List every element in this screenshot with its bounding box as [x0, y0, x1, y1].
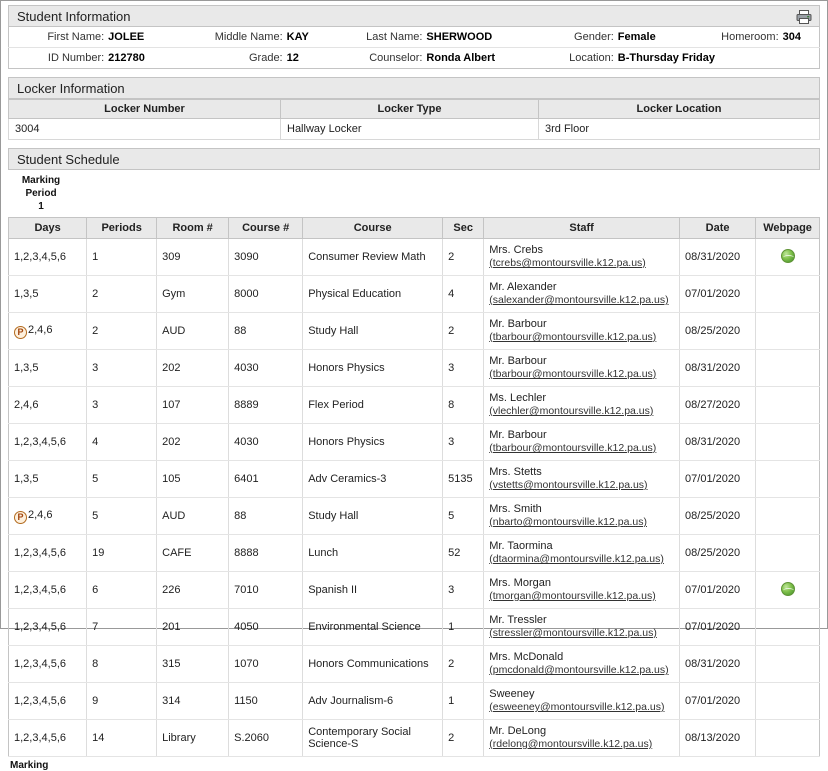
table-row [9, 350, 820, 387]
cell-date: 07/01/2020 [680, 572, 756, 609]
cell-sec: 4 [443, 276, 484, 313]
cell-course-name: Contemporary Social Science-S [303, 720, 443, 757]
cell-course-name: Lunch [303, 535, 443, 572]
cell-period: 4 [87, 424, 157, 461]
cell-staff [484, 720, 680, 757]
cell-course-number: 3090 [229, 239, 303, 276]
staff-name: Mrs. Crebs [489, 244, 544, 256]
days-value: 1,2,3,4,5,6 [14, 547, 66, 559]
cell-room: AUD [157, 313, 229, 350]
locker-type-value: Hallway Locker [281, 119, 539, 140]
staff-email-link[interactable]: (esweeney@montoursville.k12.pa.us) [489, 701, 665, 713]
section-title-student-schedule: Student Schedule [17, 151, 120, 167]
marking-period-label [8, 170, 74, 217]
locker-number-header: Locker Number [9, 100, 281, 119]
days-value: 1,2,3,4,5,6 [14, 658, 66, 670]
staff-email-link[interactable]: (pmcdonald@montoursville.k12.pa.us) [489, 664, 669, 676]
marking-period-line-3: 1 [38, 201, 44, 212]
cell-date: 07/01/2020 [680, 609, 756, 646]
staff-name: Mr. Barbour [489, 355, 547, 367]
staff-email-link[interactable]: (tcrebs@montoursville.k12.pa.us) [489, 257, 646, 269]
header-staff: Staff [484, 218, 680, 239]
cell-staff [484, 350, 680, 387]
header-webpage: Webpage [756, 218, 820, 239]
staff-name: Ms. Lechler [489, 392, 547, 404]
cell-period: 3 [87, 350, 157, 387]
cell-days [9, 350, 87, 387]
cell-sec: 2 [443, 239, 484, 276]
cell-webpage [756, 461, 820, 498]
cell-days [9, 387, 87, 424]
cell-period: 8 [87, 646, 157, 683]
cell-course-number: 1070 [229, 646, 303, 683]
cell-course-name: Study Hall [303, 498, 443, 535]
cell-days [9, 461, 87, 498]
cell-course-number: 88 [229, 498, 303, 535]
cell-sec: 2 [443, 720, 484, 757]
cell-room: Library [157, 720, 229, 757]
cell-sec: 1 [443, 609, 484, 646]
cell-staff [484, 498, 680, 535]
schedule-table-header-row [9, 218, 820, 239]
marking-period-line-2: Period [25, 188, 57, 199]
cell-sec: 52 [443, 535, 484, 572]
locker-type-header: Locker Type [281, 100, 539, 119]
staff-name: Mr. Alexander [489, 281, 557, 293]
cell-course-name: Spanish II [303, 572, 443, 609]
cell-days [9, 646, 87, 683]
table-row [9, 683, 820, 720]
cell-room: 226 [157, 572, 229, 609]
cell-webpage [756, 535, 820, 572]
staff-email-link[interactable]: (vstetts@montoursville.k12.pa.us) [489, 479, 648, 491]
locker-location-value: 3rd Floor [539, 119, 820, 140]
cell-date: 08/31/2020 [680, 424, 756, 461]
days-value: 2,4,6 [14, 399, 39, 411]
table-row [9, 572, 820, 609]
cell-staff [484, 683, 680, 720]
table-row [9, 119, 820, 140]
cell-course-number: 7010 [229, 572, 303, 609]
location-label: Location: [537, 48, 618, 69]
days-value: 2,4,6 [28, 323, 53, 336]
cell-period: 1 [87, 239, 157, 276]
cell-webpage [756, 720, 820, 757]
cell-date: 08/27/2020 [680, 387, 756, 424]
cell-days [9, 609, 87, 646]
first-name-value: JOLEE [108, 31, 145, 43]
cell-room: CAFE [157, 535, 229, 572]
locker-location-header: Locker Location [539, 100, 820, 119]
days-value: 1,3,5 [14, 288, 39, 300]
locker-table [8, 99, 820, 140]
header-course: Course [303, 218, 443, 239]
table-row [9, 313, 820, 350]
cell-webpage [756, 350, 820, 387]
cell-course-name: Honors Communications [303, 646, 443, 683]
days-value: 1,3,5 [14, 473, 39, 485]
staff-name: Sweeney [489, 688, 535, 700]
staff-email-link[interactable]: (nbarto@montoursville.k12.pa.us) [489, 516, 647, 528]
footer-truncated-label: Marking [10, 760, 49, 771]
cell-webpage [756, 609, 820, 646]
days-value: 1,2,3,4,5,6 [14, 695, 66, 707]
marking-period-line-1: Marking [21, 175, 61, 186]
section-title-locker-information: Locker Information [17, 80, 125, 96]
cell-sec: 5135 [443, 461, 484, 498]
cell-days [9, 572, 87, 609]
header-sec: Sec [443, 218, 484, 239]
cell-period: 2 [87, 276, 157, 313]
cell-room: 309 [157, 239, 229, 276]
locker-information-block [8, 77, 820, 140]
content-wrapper [8, 5, 820, 771]
staff-email-link[interactable]: (vlechler@montoursville.k12.pa.us) [489, 405, 654, 417]
cell-webpage [756, 683, 820, 720]
grade-value: 12 [287, 48, 329, 69]
staff-email-link[interactable]: (tbarbour@montoursville.k12.pa.us) [489, 442, 657, 454]
cell-webpage [756, 646, 820, 683]
grade-label: Grade: [171, 48, 286, 69]
cell-staff [484, 572, 680, 609]
first-name-label: First Name: [47, 31, 105, 43]
cell-sec: 8 [443, 387, 484, 424]
cell-webpage [756, 572, 820, 609]
header-periods: Periods [87, 218, 157, 239]
cell-course-number: 8889 [229, 387, 303, 424]
cell-date: 08/25/2020 [680, 313, 756, 350]
cell-sec: 2 [443, 313, 484, 350]
cell-staff [484, 276, 680, 313]
table-row [9, 609, 820, 646]
cell-date: 07/01/2020 [680, 683, 756, 720]
cell-sec: 3 [443, 424, 484, 461]
cell-webpage [756, 276, 820, 313]
cell-period: 5 [87, 461, 157, 498]
cell-period: 6 [87, 572, 157, 609]
cell-webpage [756, 313, 820, 350]
cell-room: AUD [157, 498, 229, 535]
cell-course-name: Environmental Science [303, 609, 443, 646]
middle-name-label: Middle Name: [214, 31, 283, 43]
header-date: Date [680, 218, 756, 239]
globe-icon[interactable] [781, 582, 795, 596]
id-number-value: 212780 [108, 48, 171, 69]
staff-email-link[interactable]: (salexander@montoursville.k12.pa.us) [489, 294, 669, 306]
cell-staff [484, 239, 680, 276]
cell-period: 19 [87, 535, 157, 572]
cell-room: Gym [157, 276, 229, 313]
student-info-row-1 [9, 27, 820, 48]
cell-staff [484, 387, 680, 424]
cell-room: 105 [157, 461, 229, 498]
cell-webpage [756, 424, 820, 461]
staff-email-link[interactable]: (stressler@montoursville.k12.pa.us) [489, 627, 657, 639]
cell-sec: 5 [443, 498, 484, 535]
cell-date: 08/31/2020 [680, 646, 756, 683]
cell-period: 14 [87, 720, 157, 757]
cell-course-number: 88 [229, 313, 303, 350]
cell-period: 3 [87, 387, 157, 424]
staff-name: Mr. Barbour [489, 429, 547, 441]
counselor-label: Counselor: [328, 48, 426, 69]
cell-course-name: Consumer Review Math [303, 239, 443, 276]
cell-course-number: S.2060 [229, 720, 303, 757]
cell-staff [484, 313, 680, 350]
cell-webpage [756, 498, 820, 535]
cell-course-name: Honors Physics [303, 424, 443, 461]
staff-name: Mr. DeLong [489, 725, 547, 737]
cell-webpage [756, 239, 820, 276]
student-schedule-header [8, 148, 820, 170]
location-value: B-Thursday Friday [618, 48, 820, 69]
cell-date: 08/25/2020 [680, 498, 756, 535]
cell-date: 08/31/2020 [680, 350, 756, 387]
cell-course-name: Adv Ceramics-3 [303, 461, 443, 498]
cell-staff [484, 461, 680, 498]
cell-course-name: Study Hall [303, 313, 443, 350]
cell-staff [484, 535, 680, 572]
cell-days [9, 498, 87, 535]
staff-name: Mrs. Morgan [489, 577, 551, 589]
table-row [9, 424, 820, 461]
cell-date: 08/25/2020 [680, 535, 756, 572]
cell-course-name: Adv Journalism-6 [303, 683, 443, 720]
staff-name: Mrs. McDonald [489, 651, 564, 663]
schedule-table [8, 217, 820, 757]
days-value: 1,2,3,4,5,6 [14, 621, 66, 633]
student-information-header [8, 5, 820, 27]
cell-room: 201 [157, 609, 229, 646]
cell-course-number: 4030 [229, 424, 303, 461]
middle-name-value: KAY [286, 31, 309, 43]
cell-days [9, 683, 87, 720]
schedule-table-body [9, 239, 820, 757]
cell-course-name: Honors Physics [303, 350, 443, 387]
days-value: 1,2,3,4,5,6 [14, 732, 66, 744]
staff-email-link[interactable]: (tmorgan@montoursville.k12.pa.us) [489, 590, 656, 602]
days-value: 1,2,3,4,5,6 [14, 251, 66, 263]
staff-email-link[interactable]: (dtaormina@montoursville.k12.pa.us) [489, 553, 664, 565]
cell-sec: 1 [443, 683, 484, 720]
days-value: 1,3,5 [14, 362, 39, 374]
cell-staff [484, 646, 680, 683]
cell-period: 9 [87, 683, 157, 720]
table-row [9, 720, 820, 757]
cell-date: 08/31/2020 [680, 239, 756, 276]
staff-name: Mrs. Stetts [489, 466, 542, 478]
last-name-label: Last Name: [366, 31, 423, 43]
table-row [9, 239, 820, 276]
period-flag-icon: P [14, 326, 27, 339]
last-name-value: SHERWOOD [426, 31, 493, 43]
cell-room: 314 [157, 683, 229, 720]
cell-period: 2 [87, 313, 157, 350]
locker-number-value: 3004 [9, 119, 281, 140]
staff-name: Mr. Taormina [489, 540, 553, 552]
staff-email-link[interactable]: (rdelong@montoursville.k12.pa.us) [489, 738, 653, 750]
cell-room: 107 [157, 387, 229, 424]
locker-table-header-row [9, 100, 820, 119]
cell-webpage [756, 387, 820, 424]
table-row [9, 461, 820, 498]
cell-days [9, 424, 87, 461]
cell-days [9, 276, 87, 313]
cell-room: 315 [157, 646, 229, 683]
header-course-number: Course # [229, 218, 303, 239]
printer-icon[interactable] [795, 8, 813, 29]
cell-course-number: 1150 [229, 683, 303, 720]
cell-days [9, 720, 87, 757]
staff-name: Mr. Tressler [489, 614, 547, 626]
cell-date: 07/01/2020 [680, 461, 756, 498]
cell-course-name: Physical Education [303, 276, 443, 313]
days-value: 1,2,3,4,5,6 [14, 436, 66, 448]
cell-staff [484, 424, 680, 461]
cell-course-number: 4050 [229, 609, 303, 646]
cell-days [9, 239, 87, 276]
table-row [9, 276, 820, 313]
table-row [9, 646, 820, 683]
period-flag-icon: P [14, 511, 27, 524]
cell-course-name: Flex Period [303, 387, 443, 424]
cell-period: 5 [87, 498, 157, 535]
cell-sec: 3 [443, 572, 484, 609]
cell-course-number: 8000 [229, 276, 303, 313]
staff-email-link[interactable]: (tbarbour@montoursville.k12.pa.us) [489, 368, 657, 380]
staff-email-link[interactable]: (tbarbour@montoursville.k12.pa.us) [489, 331, 657, 343]
cell-date: 07/01/2020 [680, 276, 756, 313]
cell-staff [484, 609, 680, 646]
homeroom-value: 304 [782, 31, 801, 43]
cell-sec: 3 [443, 350, 484, 387]
staff-name: Mr. Barbour [489, 318, 547, 330]
days-value: 1,2,3,4,5,6 [14, 584, 66, 596]
locker-information-header [8, 77, 820, 99]
globe-icon[interactable] [781, 249, 795, 263]
table-row [9, 387, 820, 424]
cell-room: 202 [157, 424, 229, 461]
counselor-value: Ronda Albert [426, 48, 536, 69]
cell-room: 202 [157, 350, 229, 387]
gender-value: Female [617, 31, 656, 43]
cell-date: 08/13/2020 [680, 720, 756, 757]
cell-course-number: 4030 [229, 350, 303, 387]
id-number-label: ID Number: [9, 48, 109, 69]
cell-sec: 2 [443, 646, 484, 683]
section-title-student-information: Student Information [17, 8, 131, 24]
staff-name: Mrs. Smith [489, 503, 542, 515]
table-row [9, 535, 820, 572]
cell-course-number: 6401 [229, 461, 303, 498]
student-information-fields [8, 27, 820, 69]
cell-days [9, 313, 87, 350]
cell-days [9, 535, 87, 572]
days-value: 2,4,6 [28, 508, 53, 521]
header-room: Room # [157, 218, 229, 239]
cell-course-number: 8888 [229, 535, 303, 572]
table-row [9, 498, 820, 535]
student-info-row-2 [9, 48, 820, 69]
homeroom-label: Homeroom: [721, 31, 779, 43]
cell-period: 7 [87, 609, 157, 646]
student-schedule-block [8, 148, 820, 771]
header-days: Days [9, 218, 87, 239]
gender-label: Gender: [574, 31, 614, 43]
